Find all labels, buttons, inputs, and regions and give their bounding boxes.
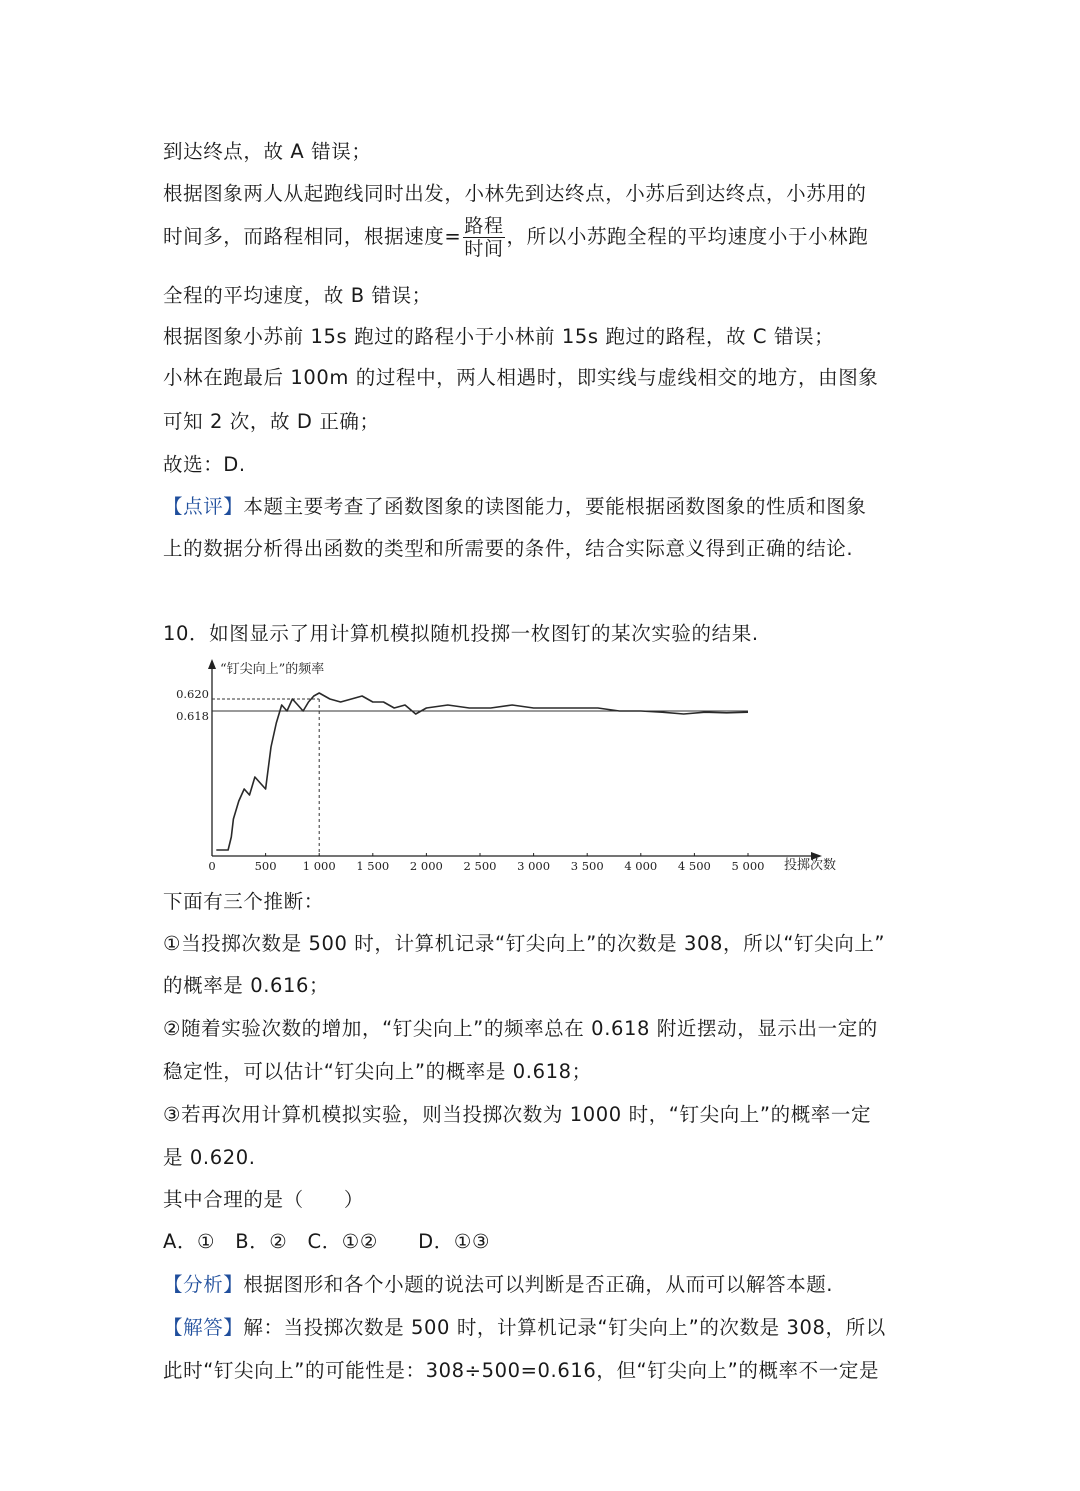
x-tick-label-3000: 3 000 <box>517 859 551 873</box>
x-tick-label-2000: 2 000 <box>409 859 443 873</box>
solution-line-2: 此时“钉尖向上”的可能性是：308÷500=0.616，但“钉尖向上”的概率不一定是 <box>163 1359 880 1382</box>
x-tick-label-3500: 3 500 <box>570 859 604 873</box>
statement-3: ③若再次用计算机模拟实验，则当投掷次数为 1000 时，“钉尖向上”的概率一定 <box>163 1103 872 1126</box>
statement-2: ②随着实验次数的增加，“钉尖向上”的频率总在 0.618 附近摆动，显示出一定的 <box>163 1017 878 1040</box>
analysis-tag: 【分析】 <box>163 1273 244 1296</box>
line-8: 故选：D. <box>163 453 246 476</box>
speed-fraction <box>463 215 504 260</box>
line-5: 根据图象小苏前 15s 跑过的路程小于小林前 15s 跑过的路程，故 C 错误； <box>163 325 835 348</box>
statement-1-cont: 的概率是 0.616； <box>163 974 330 997</box>
line-6: 小林在跑最后 100m 的过程中，两人相遇时，即实线与虚线相交的地方，由图象 <box>163 366 879 389</box>
solution-line <box>163 1314 923 1342</box>
line-9 <box>163 493 923 521</box>
y-tick-label-0.618: 0.618 <box>176 709 209 723</box>
y-axis-arrow-icon <box>208 659 216 669</box>
line-1: 到达终点，故 A 错误； <box>163 140 372 163</box>
statement-3-cont: 是 0.620. <box>163 1146 256 1169</box>
x-tick-label-4000: 4 000 <box>624 859 658 873</box>
line-3 <box>163 214 923 260</box>
analysis-text: 根据图形和各个小题的说法可以判断是否正确，从而可以解答本题. <box>243 1273 834 1296</box>
x-tick-label-0: 0 <box>208 859 216 873</box>
x-tick-label-1500: 1 500 <box>356 859 390 873</box>
line-3-end: ，所以小苏跑全程的平均速度小于小林跑 <box>506 225 869 248</box>
line-4: 全程的平均速度，故 B 错误； <box>163 284 432 307</box>
statement-1: ①当投掷次数是 500 时，计算机记录“钉尖向上”的次数是 308，所以“钉尖向上” <box>163 932 886 955</box>
analysis-line <box>163 1271 923 1299</box>
line-11: 下面有三个推断： <box>163 890 324 913</box>
comment-tag: 【点评】 <box>163 495 244 518</box>
y-axis-label: “钉尖向上”的频率 <box>220 662 325 677</box>
statement-2-cont: 稳定性，可以估计“钉尖向上”的概率是 0.618； <box>163 1060 592 1083</box>
question-10: 10．如图显示了用计算机模拟随机投掷一枚图钉的某次实验的结果. <box>163 622 759 645</box>
frequency-chart <box>176 655 860 880</box>
line-10: 上的数据分析得出函数的类型和所需要的条件，结合实际意义得到正确的结论. <box>163 537 854 560</box>
comment-text: 本题主要考查了函数图象的读图能力，要能根据函数图象的性质和图象 <box>243 495 867 518</box>
frequency-series-line <box>216 693 748 850</box>
y-tick-label-0.620: 0.620 <box>176 687 209 701</box>
x-tick-label-2500: 2 500 <box>463 859 497 873</box>
x-tick-label-1000: 1 000 <box>302 859 336 873</box>
line-3-start: 时间多，而路程相同，根据速度= <box>163 225 462 248</box>
solution-text: 解：当投掷次数是 500 时，计算机记录“钉尖向上”的次数是 308，所以 <box>243 1316 886 1339</box>
line-7: 可知 2 次，故 D 正确； <box>163 410 380 433</box>
x-tick-label-5000: 5 000 <box>731 859 765 873</box>
x-tick-label-4500: 4 500 <box>677 859 711 873</box>
line-2: 根据图象两人从起跑线同时出发，小林先到达终点，小苏后到达终点，小苏用的 <box>163 182 867 205</box>
answer-options: A．① B．② C．①② D．①③ <box>163 1230 491 1253</box>
solution-tag: 【解答】 <box>163 1316 244 1339</box>
fraction-denominator: 时间 <box>464 238 504 260</box>
x-axis-label: 投掷次数 <box>784 858 837 873</box>
x-tick-label-500: 500 <box>254 859 277 873</box>
fraction-numerator: 路程 <box>464 215 504 237</box>
question-prompt: 其中合理的是（ ） <box>163 1188 365 1211</box>
